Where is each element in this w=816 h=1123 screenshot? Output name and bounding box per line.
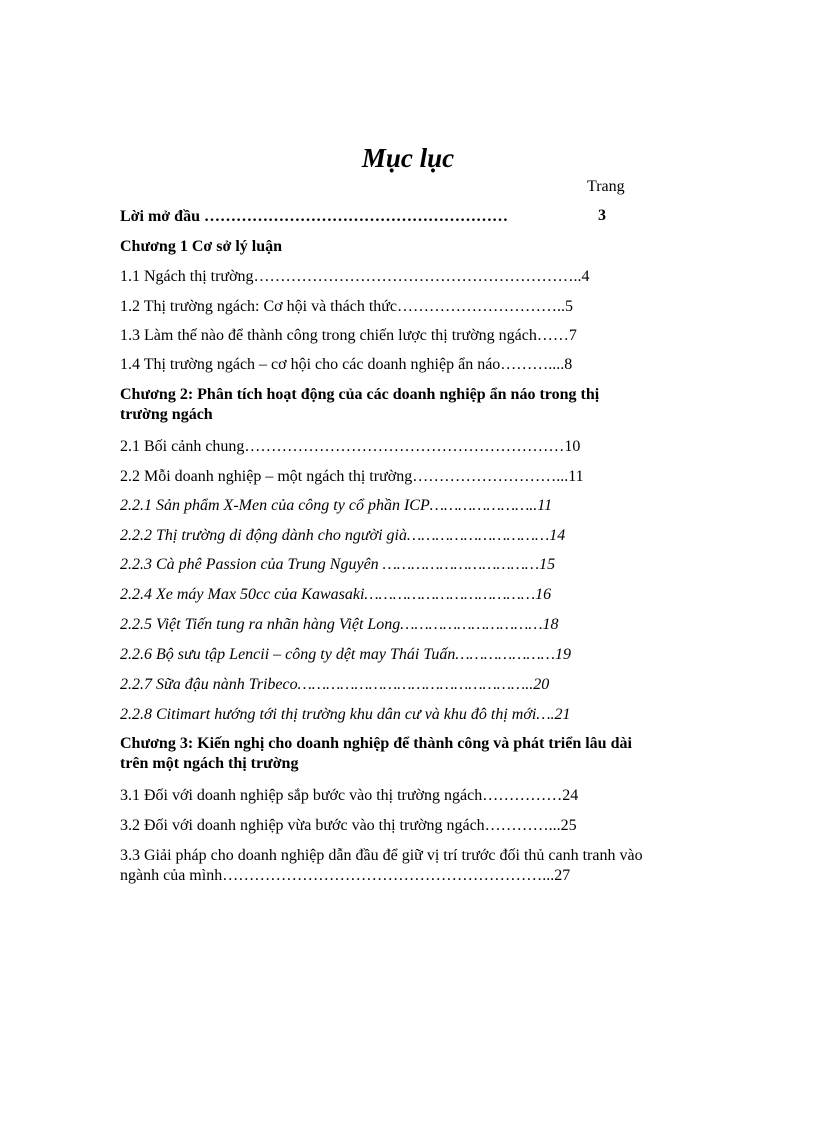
toc-entry-2-2-3: 2.2.3 Cà phê Passion của Trung Nguyên ……………………………15 — [120, 556, 556, 573]
toc-entry-3-3: 3.3 Giải pháp cho doanh nghiệp dẫn đầu để giữ vị trí trước đối thủ canh tranh vào ngành của mình……………………………………………………...27 — [120, 847, 643, 884]
toc-entry-2-1: 2.1 Bối cảnh chung……………………………………………………10 — [120, 438, 581, 455]
toc-entry-3-1: 3.1 Đối với doanh nghiệp sắp bước vào thị trường ngách……………24 — [120, 787, 579, 804]
toc-entry-2-2-8: 2.2.8 Citimart hướng tới thị trường khu dân cư và khu đô thị mới….21 — [120, 706, 571, 723]
toc-entry-1-1: 1.1 Ngách thị trường……………………………………………………..4 — [120, 268, 590, 285]
toc-entry-3-2: 3.2 Đối với doanh nghiệp vừa bước vào thị trường ngách…………...25 — [120, 817, 577, 834]
toc-entry-1-2: 1.2 Thị trường ngách: Cơ hội và thách thức…………………………..5 — [120, 298, 574, 315]
page-title: Mục lục — [361, 143, 455, 173]
toc-entry-2-2-2: 2.2.2 Thị trường di động dành cho người già…………………………14 — [120, 527, 566, 544]
toc-entry-1-3: 1.3 Làm thế nào để thành công trong chiến lược thị trường ngách……7 — [120, 327, 577, 344]
toc-entry-2-2-4: 2.2.4 Xe máy Max 50cc của Kawasaki………………………………16 — [120, 586, 552, 603]
toc-intro-page: 3 — [598, 207, 606, 224]
chapter-2-heading: Chương 2: Phân tích hoạt động của các doanh nghiệp ẩn náo trong thị trường ngách — [120, 386, 600, 423]
toc-entry-2-2: 2.2 Mỗi doanh nghiệp – một ngách thị trường………………………...11 — [120, 468, 584, 485]
page-column-label: Trang — [587, 178, 625, 195]
toc-entry-1-4: 1.4 Thị trường ngách – cơ hội cho các doanh nghiệp ẩn náo………....8 — [120, 356, 573, 373]
chapter-1-heading: Chương 1 Cơ sở lý luận — [120, 238, 282, 255]
toc-entry-2-2-6: 2.2.6 Bộ sưu tập Lencii – công ty dệt may Thái Tuấn…………………19 — [120, 646, 571, 663]
toc-entry-2-2-5: 2.2.5 Việt Tiến tung ra nhãn hàng Việt Long…………………………18 — [120, 616, 559, 633]
toc-entry-2-2-7: 2.2.7 Sữa đậu nành Tribeco…………………………………………..20 — [120, 676, 550, 693]
chapter-3-heading: Chương 3: Kiến nghị cho doanh nghiệp để thành công và phát triển lâu dài trên một ngách thị trường — [120, 735, 632, 772]
toc-entry-2-2-1: 2.2.1 Sản phẩm X-Men của công ty cổ phần ICP…………………..11 — [120, 497, 553, 514]
toc-intro: Lời mở đầu ………………………………………………… — [120, 208, 508, 225]
